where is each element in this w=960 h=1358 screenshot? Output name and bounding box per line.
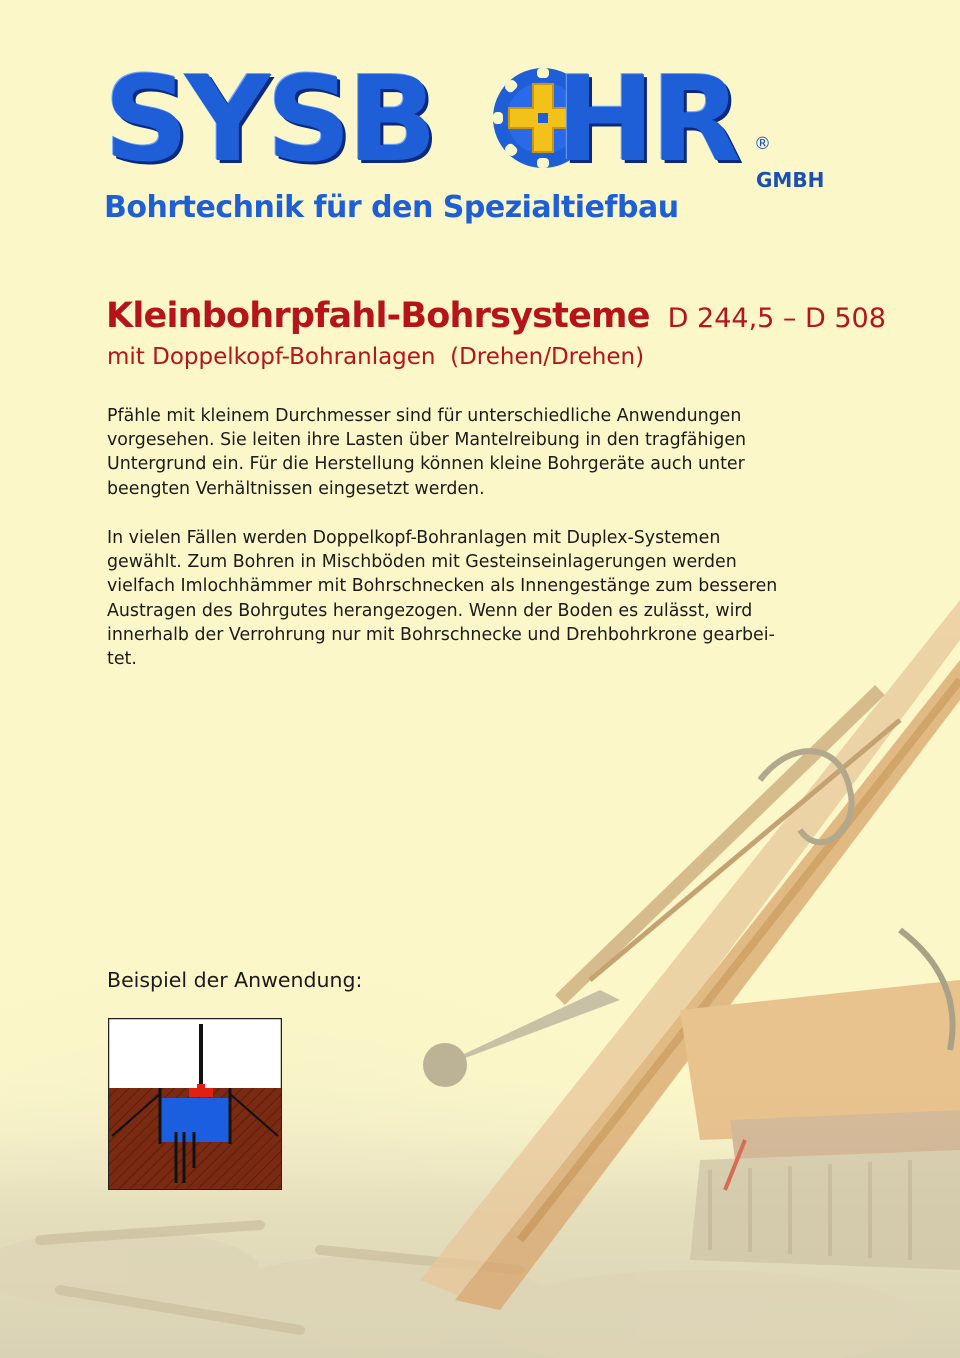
drill-head (189, 1088, 213, 1097)
diameter-range: D 244,5 – D 508 (667, 303, 886, 334)
page-title: Kleinbohrpfahl-Bohrsysteme (106, 296, 650, 336)
example-label: Beispiel der Anwendung: (107, 968, 363, 992)
text-line: vielfach Imlochhämmer mit Bohrschnecken als Innengestänge zum besseren (107, 576, 778, 597)
text-line: vorgesehen. Sie leiten ihre Lasten über Mantelreibung in den tragfähigen (107, 430, 747, 451)
heading (106, 296, 886, 336)
detail-paragraph (107, 526, 807, 671)
text-line: beengten Verhältnissen eingesetzt werden. (107, 478, 485, 499)
logo-suffix: GMBH (756, 168, 825, 192)
text-line: Pfähle mit kleinem Durchmesser sind für unterschiedliche Anwendungen (107, 406, 742, 426)
registered-mark: ® (754, 134, 771, 154)
text-line: innerhalb der Verrohrung nur mit Bohrschnecke und Drehbohrkrone gearbei- (107, 624, 775, 645)
intro-paragraph (107, 404, 807, 501)
text-line: Austragen des Bohrgutes herangezogen. Wenn der Boden es zulässt, wird (107, 600, 753, 621)
text-line: In vielen Fällen werden Doppelkopf-Bohranlagen mit Duplex-Systemen (107, 528, 721, 548)
company-logo (104, 50, 825, 200)
tagline: Bohrtechnik für den Spezialtiefbau (104, 190, 679, 225)
text-line: gewählt. Zum Bohren in Mischböden mit Gesteinseinlagerungen werden (107, 552, 737, 573)
logo-text-right: HR (556, 50, 738, 188)
page-subtitle: mit Doppelkopf-Bohranlagen (Drehen/Drehen) (107, 344, 645, 370)
logo-text-left: SYSB (104, 50, 434, 188)
text-line: tet. (107, 649, 137, 670)
pile-drilling-diagram (108, 1018, 282, 1190)
text-line: Untergrund ein. Für die Herstellung können kleine Bohrgeräte auch unter (107, 454, 745, 475)
